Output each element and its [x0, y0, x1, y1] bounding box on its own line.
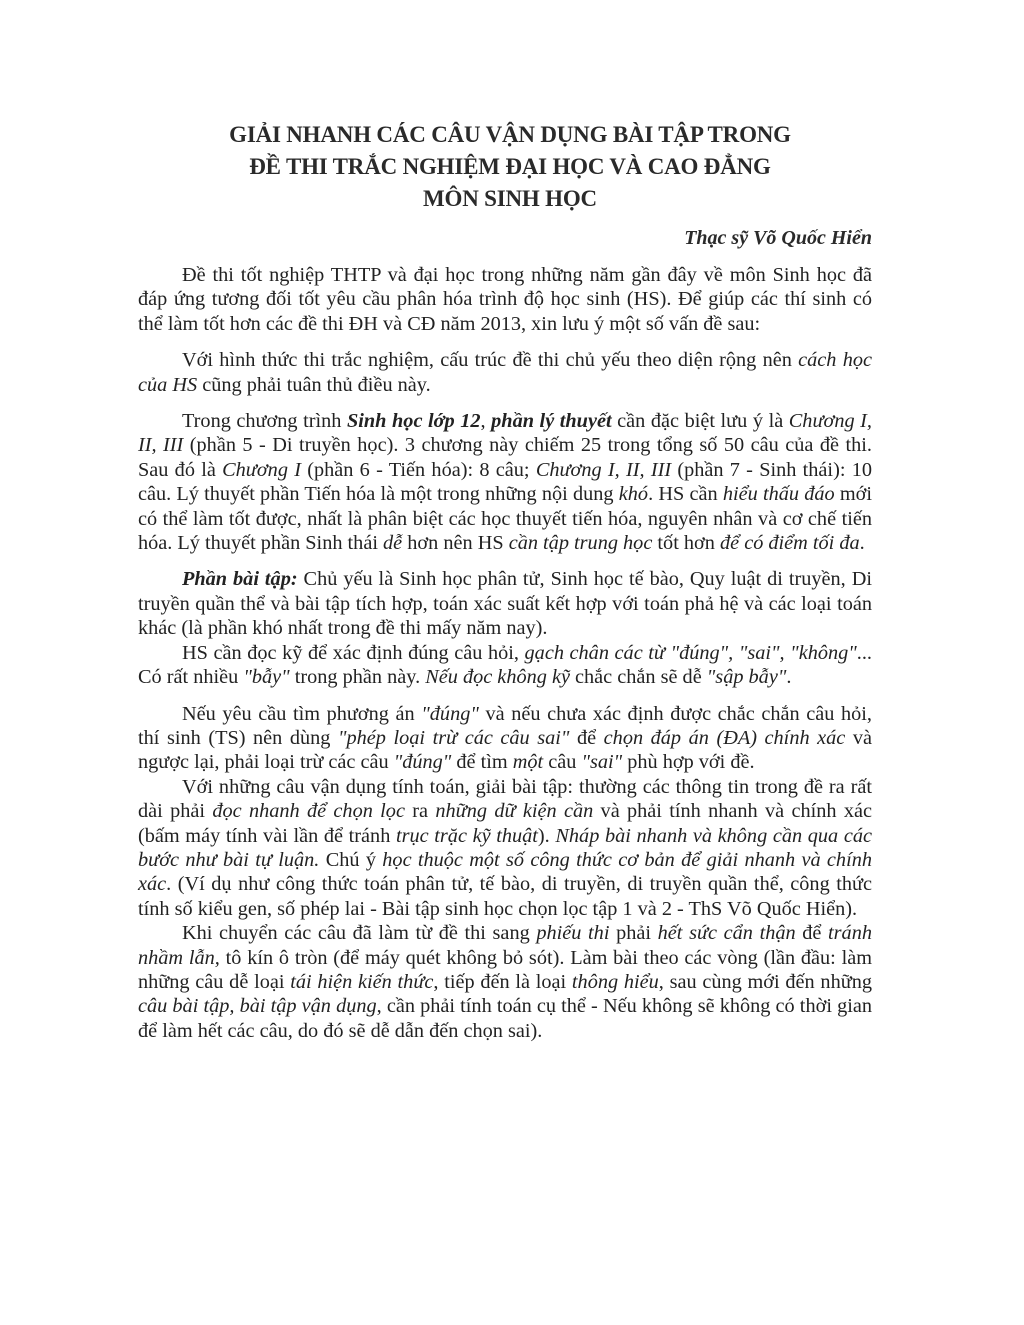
italic-text-run: cách học của HS — [138, 349, 872, 396]
document-body — [138, 263, 872, 1043]
text-run: Đề thi tốt nghiệp THTP và đại học trong những năm gần đây về môn Sinh học đã đáp ứng tương đối tốt yêu cầu phân hóa trình độ học sinh (HS). Để giúp các thí sinh có thể làm tốt hơn các đề thi ĐH và CĐ năm 2013, xin lưu ý một số vấn đề sau: — [138, 264, 872, 335]
italic-text-run: một — [512, 751, 544, 774]
bold-italic-text-run: Phần bài tập: — [182, 568, 298, 591]
italic-text-run: cần tập trung học — [508, 532, 653, 555]
italic-text-run: câu bài tập, bài tập vận dụng — [138, 995, 377, 1018]
text-run: . — [859, 532, 865, 555]
italic-text-run: "đúng" — [393, 751, 452, 774]
text-run: mới có thể làm tốt được, nhất là phân biệt các học thuyết tiến hóa, nguyên nhân và cơ chế tiến hóa. Lý thuyết phần Sinh thái — [138, 483, 872, 555]
text-run: . HS cần — [648, 483, 723, 506]
italic-text-run: Nháp bài nhanh và không cần qua các bước như bài tự luận. — [138, 824, 872, 871]
italic-text-run: hết sức cẩn thận — [657, 922, 796, 945]
italic-text-run: "sai" — [581, 751, 623, 774]
bold-italic-text-run: Sinh học lớp 12 — [346, 410, 481, 433]
paragraph — [138, 348, 872, 397]
text-run: để tìm — [451, 751, 513, 774]
text-run: ). — [537, 824, 556, 847]
italic-text-run: Nếu đọc không kỹ — [425, 666, 570, 689]
text-run: chắc chắn sẽ dễ — [569, 666, 707, 689]
text-run: cũng phải tuân thủ điều này. — [197, 373, 431, 396]
italic-text-run: để có điểm tối đa — [719, 532, 860, 555]
italic-text-run: đọc nhanh để chọn lọc — [212, 800, 405, 823]
italic-text-run: thông hiểu — [571, 970, 659, 993]
text-run: và ngược lại, phải loại trừ các câu — [138, 726, 872, 774]
text-run: cần đặc biệt lưu ý là — [611, 410, 789, 433]
text-run: Trong chương trình — [182, 410, 347, 433]
italic-text-run: chọn đáp án (ĐA) chính xác — [603, 726, 846, 749]
italic-text-run: Chương I, II, III — [138, 410, 873, 457]
paragraph — [138, 702, 872, 775]
text-run: . (Ví dụ như công thức toán phân tử, tế bào, di truyền, di truyền quần thể, công thức tính số kiểu gen, số phép lai - Bài tập sinh học chọn lọc tập 1 và 2 - ThS Võ Quốc Hiển). — [138, 873, 872, 920]
italic-text-run: những dữ kiện cần — [435, 800, 594, 823]
text-run: Chủ yếu là Sinh học phân tử, Sinh học tế bào, Quy luật di truyền, Di truyền quần thể và bài tập tích hợp, toán xác suất kết hợp với toán phả hệ và các loại toán khác (là phần khó nhất trong đề thi mấy năm nay). — [138, 568, 872, 640]
italic-text-run: tái hiện kiến thức — [290, 970, 434, 993]
text-run: tốt hơn — [652, 532, 720, 555]
text-run: phải — [609, 922, 658, 945]
text-run: Chú ý — [319, 848, 383, 871]
text-run: hơn nên HS — [402, 532, 509, 555]
text-run: Khi chuyển các câu đã làm từ đề thi sang — [182, 922, 537, 945]
text-run: tô kín ô tròn (để máy quét không bỏ sót). Làm bài theo các vòng (lần đầu: làm những câu dễ loại — [138, 946, 873, 993]
text-run: câu — [543, 751, 582, 774]
text-run: ra — [404, 800, 436, 823]
paragraph — [138, 263, 872, 336]
italic-text-run: dễ — [383, 532, 403, 555]
italic-text-run: tránh nhầm lẫn, — [138, 922, 872, 969]
text-run: để — [569, 726, 604, 749]
italic-text-run: học thuộc một số công thức cơ bản để giải nhanh và chính xác — [138, 848, 872, 896]
text-run: . — [786, 666, 792, 689]
title-line-3: MÔN SINH HỌC — [423, 186, 597, 211]
text-run: trong phần này. — [289, 666, 426, 689]
text-run: ... Có rất nhiều — [138, 641, 872, 689]
text-run: , sau cùng mới đến những — [658, 970, 872, 993]
italic-text-run: khó — [618, 483, 649, 506]
text-run: và phải tính nhanh và chính xác (bấm máy tính vài lần để tránh — [138, 800, 872, 847]
title-line-1: GIẢI NHANH CÁC CÂU VẬN DỤNG BÀI TẬP TRONG — [229, 122, 791, 147]
text-run: (phần 6 - Tiến hóa): 8 câu; — [300, 458, 536, 481]
italic-text-run: hiểu thấu đáo — [722, 483, 835, 506]
italic-text-run: trục trặc kỹ thuật — [395, 824, 538, 847]
text-run: để — [795, 922, 829, 945]
paragraph — [138, 641, 872, 690]
italic-text-run: phiếu thi — [536, 922, 610, 945]
italic-text-run: "đúng" — [421, 702, 479, 725]
text-run: , cần phải tính toán cụ thể - Nếu không sẽ không có thời gian để làm hết các câu, do đó sẽ dễ dẫn đến chọn sai). — [138, 995, 872, 1042]
bold-italic-text-run: phần lý thuyết — [491, 410, 612, 433]
text-run: phù hợp với đề. — [622, 751, 755, 774]
paragraph — [138, 409, 872, 555]
italic-text-run: "phép loại trừ các câu sai" — [337, 726, 570, 749]
italic-text-run: "bẫy" — [243, 666, 290, 689]
title-line-2: ĐỀ THI TRẮC NGHIỆM ĐẠI HỌC VÀ CAO ĐẲNG — [249, 154, 771, 179]
text-run: Với những câu vận dụng tính toán, giải bài tập: thường các thông tin trong đề ra rất dài phải — [138, 775, 872, 823]
text-run: , tiếp đến là loại — [433, 970, 572, 993]
text-run: (phần 5 - Di truyền học). 3 chương này chiếm 25 trong tổng số 50 câu của đề thi. Sau đó là — [138, 434, 872, 481]
text-run: (phần 7 - Sinh thái): 10 câu. Lý thuyết phần Tiến hóa là một trong những nội dung — [138, 458, 872, 506]
text-run: HS cần đọc kỹ để xác định đúng câu hỏi, — [182, 641, 525, 664]
author-byline: Thạc sỹ Võ Quốc Hiển — [684, 227, 872, 249]
text-run: , — [480, 410, 492, 433]
italic-text-run: gạch chân các từ "đúng", "sai", "không" — [524, 641, 857, 664]
italic-text-run: Chương I, II, III — [535, 458, 672, 481]
italic-text-run: Chương I — [222, 458, 301, 481]
text-run: Nếu yêu cầu tìm phương án — [182, 702, 422, 725]
paragraph — [138, 775, 872, 921]
paragraph — [138, 921, 872, 1043]
italic-text-run: "sập bẫy" — [706, 666, 787, 689]
paragraph — [138, 567, 872, 640]
document-title — [140, 119, 880, 215]
text-run: Với hình thức thi trắc nghiệm, cấu trúc đề thi chủ yếu theo diện rộng nên — [182, 349, 799, 372]
text-run: và nếu chưa xác định được chắc chắn câu hỏi, thí sinh (TS) nên dùng — [138, 702, 873, 749]
